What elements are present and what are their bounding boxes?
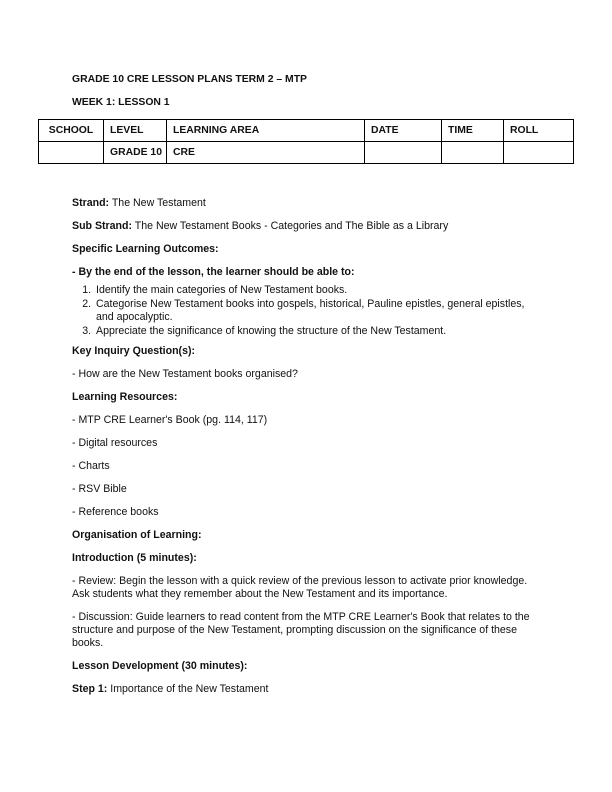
value-cell-time xyxy=(442,142,504,164)
strand-value: The New Testament xyxy=(109,197,206,209)
value-cell-learning-area: CRE xyxy=(167,142,365,164)
list-item: 2. Categorise New Testament books into gospels, historical, Pauline epistles, general epistles, and apocalyptic. xyxy=(94,298,542,323)
step-1-value: Importance of the New Testament xyxy=(107,682,269,695)
value-cell-roll xyxy=(504,142,574,164)
introduction-review: - Review: Begin the lesson with a quick review of the previous lesson to activate prior knowledge. Ask students what they remember about the New Testament and its importance. xyxy=(72,575,528,600)
sub-strand-value: The New Testament Books - Categories and The Bible as a Library xyxy=(132,219,449,232)
sub-strand-label: Sub Strand: xyxy=(72,219,133,232)
step-1-label: Step 1: xyxy=(72,682,108,695)
value-cell-school xyxy=(39,142,104,164)
lesson-info-table xyxy=(38,119,574,164)
value-cell-level: GRADE 10 xyxy=(104,142,167,164)
outcomes-list xyxy=(72,284,542,338)
introduction-heading: Introduction (5 minutes): xyxy=(72,552,197,565)
outcomes-intro: - By the end of the lesson, the learner should be able to: xyxy=(72,265,355,278)
header-cell-school: SCHOOL xyxy=(39,120,104,142)
table-header-row xyxy=(39,120,574,142)
header-cell-time: TIME xyxy=(442,120,504,142)
week-lesson-heading: WEEK 1: LESSON 1 xyxy=(72,97,170,108)
resource-item: - Charts xyxy=(72,460,110,473)
header-cell-learning-area: LEARNING AREA xyxy=(167,120,365,142)
list-item: 3. Appreciate the significance of knowing the structure of the New Testament. xyxy=(94,325,542,338)
value-cell-date xyxy=(365,142,442,164)
development-heading: Lesson Development (30 minutes): xyxy=(72,659,248,672)
strand-label: Strand: xyxy=(72,197,110,209)
sub-strand-line xyxy=(72,220,542,233)
outcomes-heading: Specific Learning Outcomes: xyxy=(72,242,219,255)
resource-item: - RSV Bible xyxy=(72,483,127,496)
introduction-discussion: - Discussion: Guide learners to read content from the MTP CRE Learner's Book that relates to the structure and purpose of the New Testament, prompting discussion on the significance of these books. xyxy=(72,610,530,649)
header-cell-date: DATE xyxy=(365,120,442,142)
table-value-row xyxy=(39,142,574,164)
list-item: 1. Identify the main categories of New Testament books. xyxy=(94,284,542,297)
header-cell-level: LEVEL xyxy=(104,120,167,142)
header-cell-roll: ROLL xyxy=(504,120,574,142)
key-inquiry-question: - How are the New Testament books organised? xyxy=(72,368,298,381)
organisation-heading: Organisation of Learning: xyxy=(72,529,202,542)
strand-line xyxy=(72,197,542,210)
lesson-plan-body xyxy=(72,197,542,705)
document-title: GRADE 10 CRE LESSON PLANS TERM 2 – MTP xyxy=(72,74,307,85)
resource-item: - Digital resources xyxy=(72,437,158,450)
step-1-line xyxy=(72,683,542,696)
key-inquiry-heading: Key Inquiry Question(s): xyxy=(72,345,196,358)
resource-item: - Reference books xyxy=(72,506,159,519)
resources-heading: Learning Resources: xyxy=(72,391,178,404)
resource-item: - MTP CRE Learner's Book (pg. 114, 117) xyxy=(72,414,268,427)
